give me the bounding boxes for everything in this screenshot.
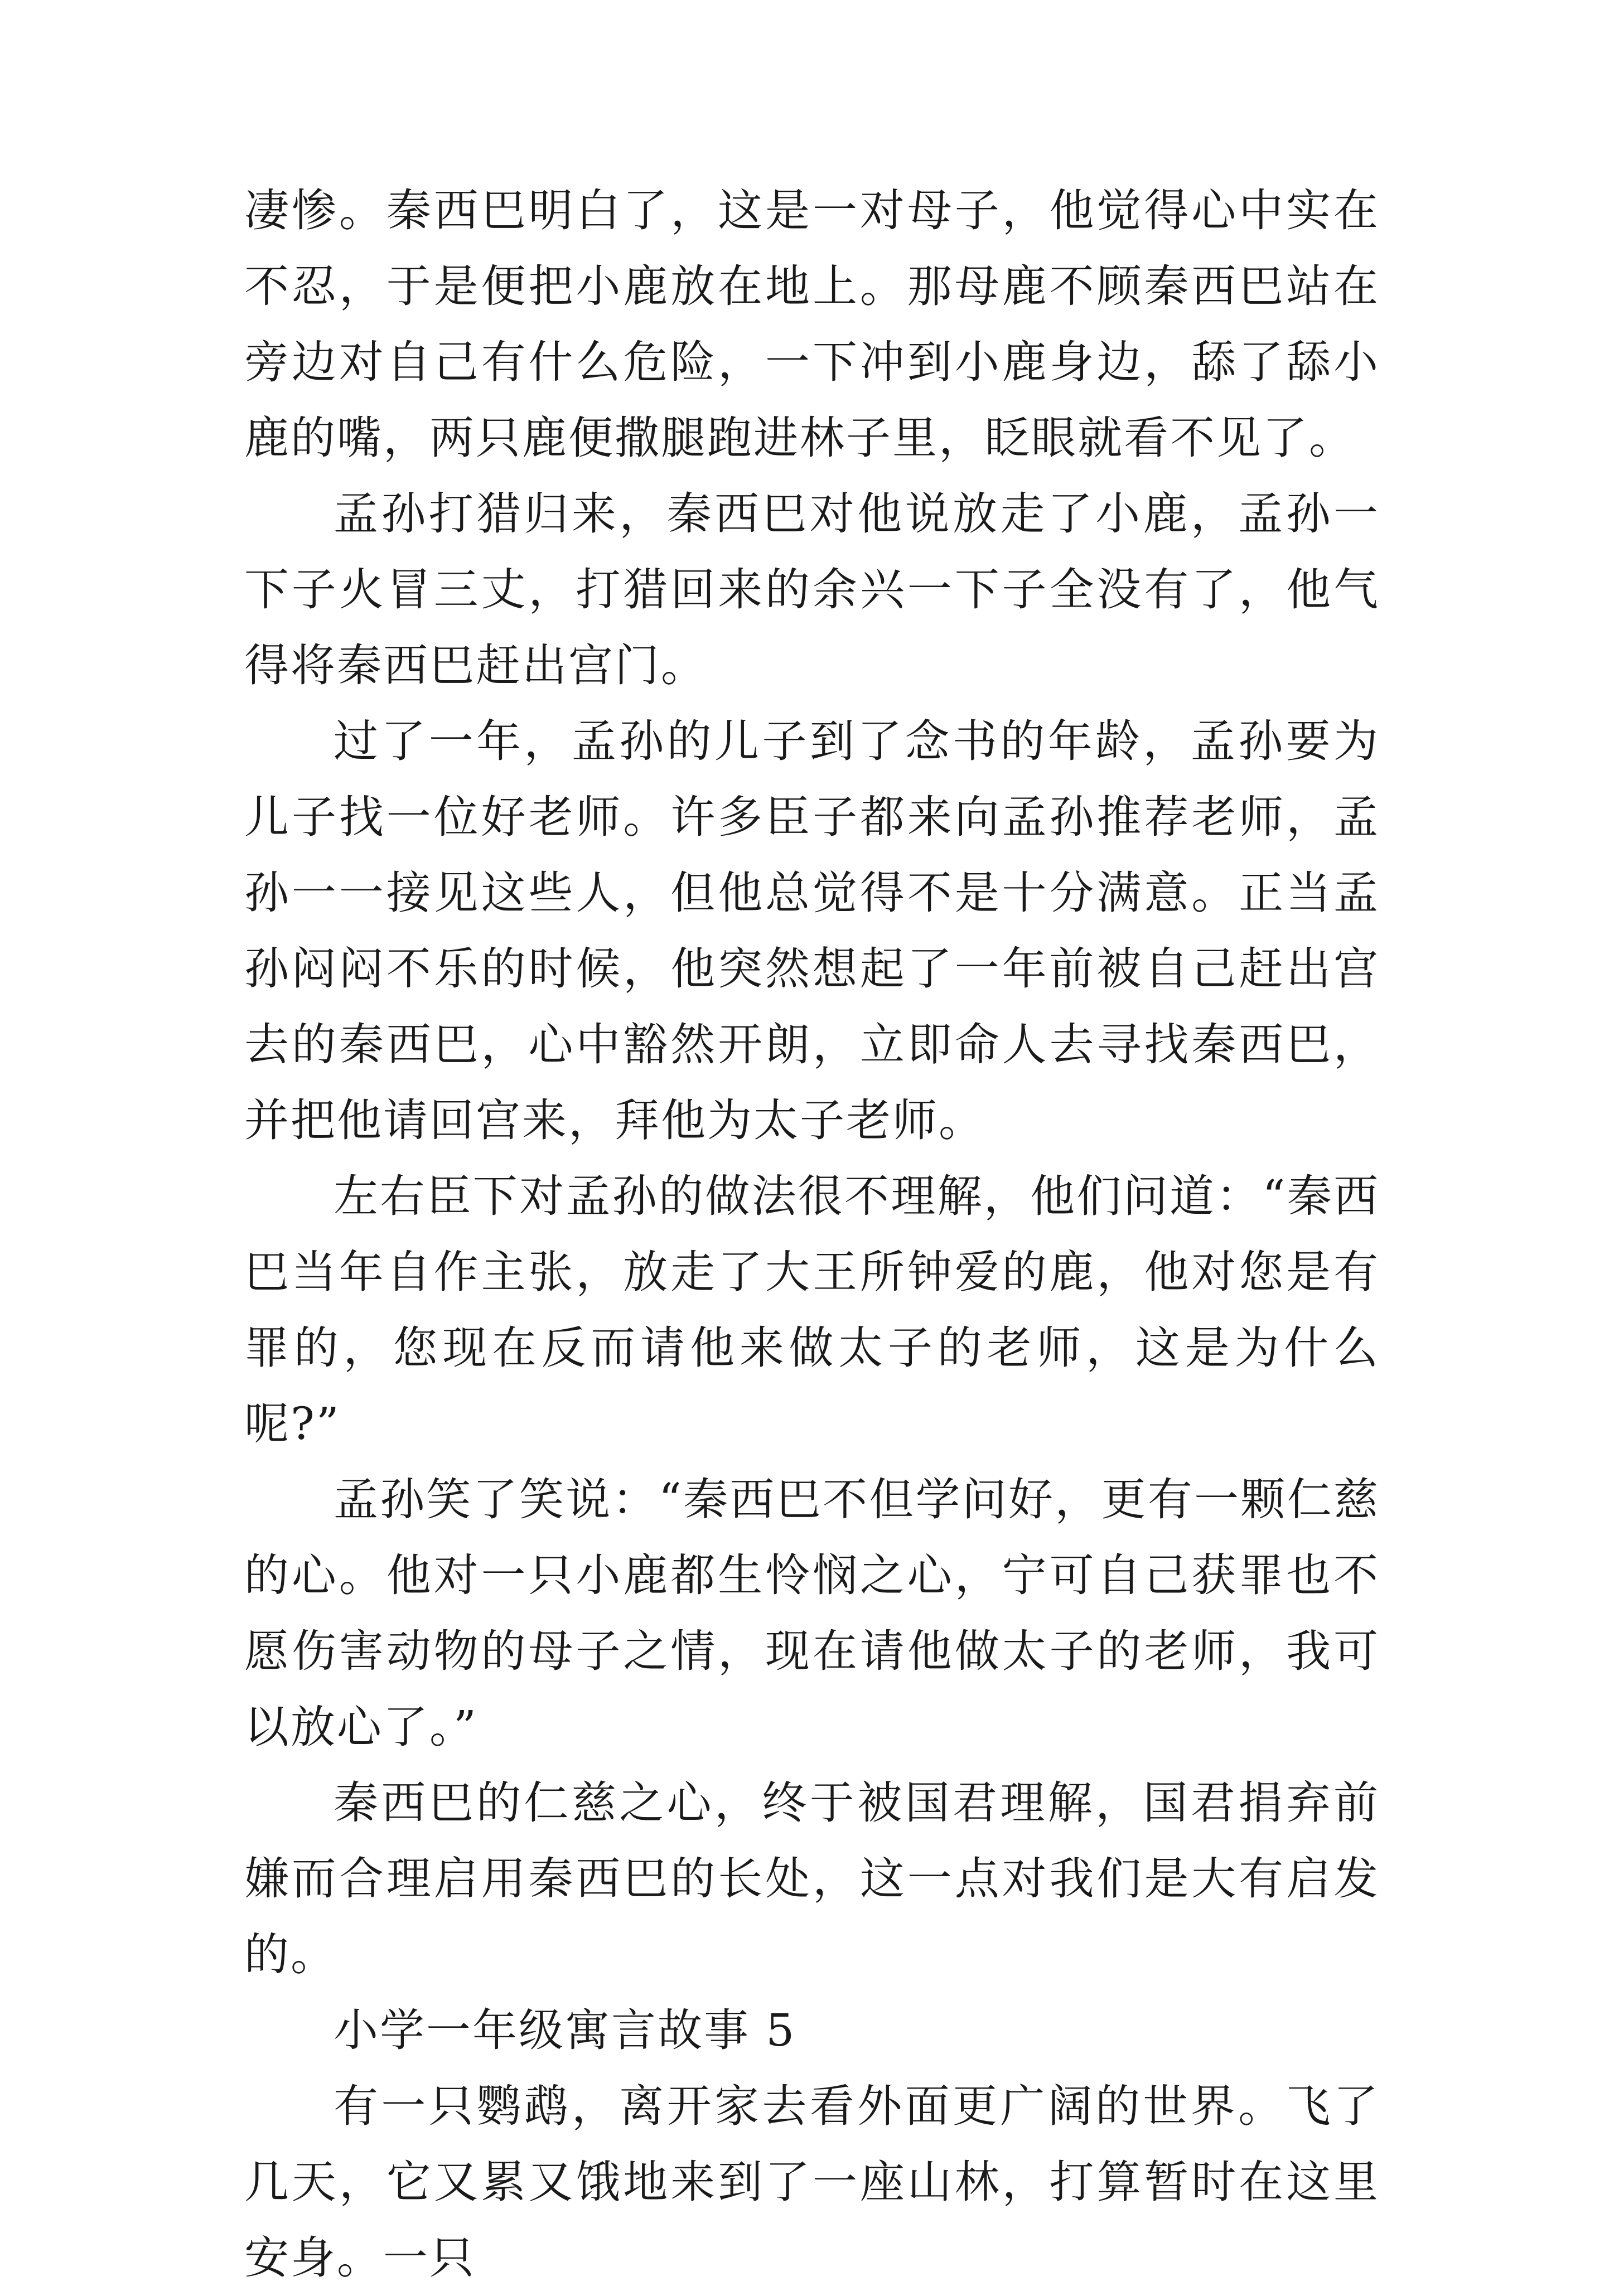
section-heading: 小学一年级寓言故事 5 xyxy=(334,2004,796,2056)
paragraph-5: 孟孙笑了笑说：“秦西巴不但学问好，更有一颗仁慈的心。他对一只小鹿都生怜悯之心，宁可自己获罪也不愿伤害动物的母子之情，现在请他做太子的老师，我可以放心了。” xyxy=(244,1474,1380,1753)
paragraph-4: 左右臣下对孟孙的做法很不理解，他们问道：“秦西巴当年自作主张，放走了大王所钟爱的鹿，他对您是有罪的，您现在反而请他来做太子的老师，这是为什么呢?” xyxy=(244,1170,1380,1450)
document-body xyxy=(244,173,1380,2296)
paragraph-3: 过了一年，孟孙的儿子到了念书的年龄，孟孙要为儿子找一位好老师。许多臣子都来向孟孙推荐老师，孟孙一一接见这些人，但他总觉得不是十分满意。正当孟孙闷闷不乐的时候，他突然想起了一年前被自己赶出宫去的秦西巴，心中豁然开朗，立即命人去寻找秦西巴，并把他请回宫来，拜他为太子老师。 xyxy=(244,715,1380,1146)
paragraph-7: 有一只鹦鹉，离开家去看外面更广阔的世界。飞了几天，它又累又饿地来到了一座山林，打算暂时在这里安身。一只 xyxy=(244,2080,1380,2284)
paragraph-1: 凄惨。秦西巴明白了，这是一对母子，他觉得心中实在不忍，于是便把小鹿放在地上。那母鹿不顾秦西巴站在旁边对自己有什么危险，一下冲到小鹿身边，舔了舔小鹿的嘴，两只鹿便撒腿跑进林子里，眨眼就看不见了。 xyxy=(244,185,1380,464)
paragraph-2: 孟孙打猎归来，秦西巴对他说放走了小鹿，孟孙一下子火冒三丈，打猎回来的余兴一下子全没有了，他气得将秦西巴赶出宫门。 xyxy=(244,488,1380,691)
paragraph-6: 秦西巴的仁慈之心，终于被国君理解，国君捐弃前嫌而合理启用秦西巴的长处，这一点对我们是大有启发的。 xyxy=(244,1777,1380,1980)
